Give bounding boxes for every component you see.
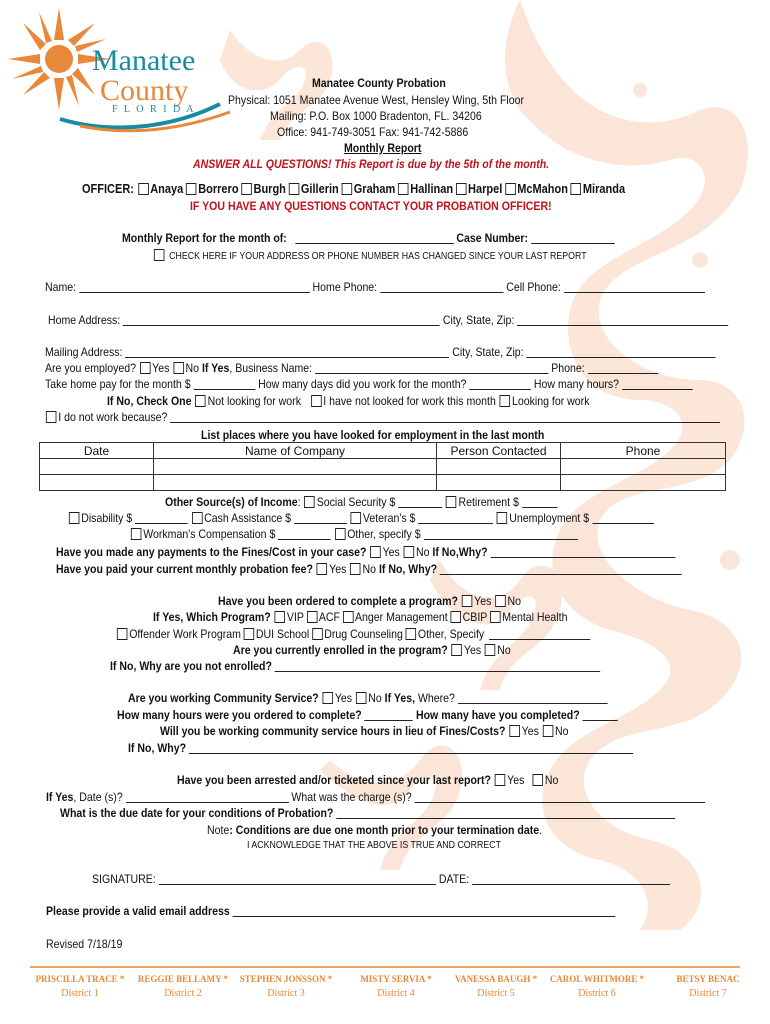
not-looking-checkbox[interactable] xyxy=(195,395,206,407)
community-no-checkbox[interactable] xyxy=(356,692,367,704)
program-mental-health-checkbox[interactable] xyxy=(490,611,501,623)
income-colon: : xyxy=(297,495,301,509)
table-header-date: Date xyxy=(40,443,154,459)
lieu-no-checkbox[interactable] xyxy=(543,725,554,737)
table-header-phone: Phone xyxy=(561,443,726,459)
address-change-row xyxy=(153,248,587,262)
table-row xyxy=(40,459,726,475)
arrest-date-row xyxy=(46,790,705,804)
program-other-specify-label: Other, Specify xyxy=(417,627,485,641)
name-row xyxy=(45,280,705,294)
home-address-label: Home Address: xyxy=(48,313,121,327)
footer-commissioner-2 xyxy=(133,974,233,999)
table-cell[interactable] xyxy=(40,459,154,475)
email-label: Please provide a valid email address xyxy=(46,904,230,918)
community-no-label: No xyxy=(368,691,382,705)
fee-if-no-label: If No, Why? xyxy=(378,562,438,576)
fee-row xyxy=(56,562,682,576)
report-title: Monthly Report xyxy=(344,141,422,155)
employed-row xyxy=(45,361,658,375)
not-enrolled-label: If No, Why are you not enrolled? xyxy=(110,659,272,673)
program-anger-management-label: Anger Management xyxy=(354,610,448,624)
community-yes-checkbox[interactable] xyxy=(323,692,334,704)
name-field[interactable] xyxy=(79,281,310,293)
hours-row xyxy=(117,708,618,722)
program-no-label: No xyxy=(507,594,522,608)
mailing-address-row xyxy=(45,345,716,359)
name-label: Name: xyxy=(45,280,77,294)
home-city-label: City, State, Zip: xyxy=(442,313,515,327)
employed-no-label: No xyxy=(185,361,200,375)
cell-phone-field[interactable] xyxy=(564,281,705,293)
commissioner-name: REGGIE BELLAMY * xyxy=(137,974,229,984)
fee-question: Have you paid your current monthly probation fee? xyxy=(56,562,314,576)
days-worked-field[interactable] xyxy=(469,378,531,390)
report-month-label: Monthly Report for the month of: xyxy=(122,231,287,245)
unemployment-label: Unemployment $ xyxy=(509,511,590,525)
program-no-checkbox[interactable] xyxy=(495,595,506,607)
program-dui-school-checkbox[interactable] xyxy=(244,628,255,640)
footer-commissioner-3 xyxy=(236,974,336,999)
employment-table xyxy=(39,442,726,491)
note-end: . xyxy=(539,823,543,837)
do-not-work-checkbox[interactable] xyxy=(46,411,57,423)
commissioner-district: District 4 xyxy=(377,988,415,999)
date-field[interactable] xyxy=(472,873,670,885)
hours-completed-label: How many have you completed? xyxy=(415,708,580,722)
table-cell[interactable] xyxy=(561,459,726,475)
table-cell[interactable] xyxy=(437,459,561,475)
looking-checkbox[interactable] xyxy=(500,395,511,407)
officer-checkbox-hallinan[interactable] xyxy=(398,183,409,195)
footer-divider xyxy=(30,966,740,968)
enrolled-row xyxy=(233,643,511,657)
home-address-field[interactable] xyxy=(123,314,440,326)
acknowledge: I ACKNOWLEDGE THAT THE ABOVE IS TRUE AND CORRECT xyxy=(247,840,501,851)
looking-label: Looking for work xyxy=(511,394,590,408)
officer-label-burgh: Burgh xyxy=(253,182,286,196)
hours-worked-label: How many hours? xyxy=(533,377,620,391)
due-date-row xyxy=(60,806,675,820)
officer-label-anaya: Anaya xyxy=(150,182,184,196)
fines-yes-label: Yes xyxy=(382,545,400,559)
lieu-question: Will you be working community service hours in lieu of Fines/Costs? xyxy=(160,724,506,738)
arrest-no-label: No xyxy=(544,773,559,787)
other-income-field[interactable] xyxy=(424,528,578,540)
logo-line1: Manatee xyxy=(92,44,196,77)
fines-why-field[interactable] xyxy=(490,546,675,558)
footer-commissioner-7 xyxy=(658,974,758,999)
employed-yes-checkbox[interactable] xyxy=(140,362,151,374)
fines-payment-row xyxy=(56,545,675,559)
fines-if-no-label: If No,Why? xyxy=(432,545,488,559)
enrolled-question: Are you currently enrolled in the program? xyxy=(233,643,448,657)
officer-label-mcmahon: McMahon xyxy=(517,182,568,196)
note-row xyxy=(207,823,542,837)
if-yes-label: If Yes xyxy=(201,361,230,375)
income-row3 xyxy=(130,527,578,541)
retirement-checkbox[interactable] xyxy=(446,496,457,508)
community-yes-label: Yes xyxy=(334,691,353,705)
not-looked-checkbox[interactable] xyxy=(311,395,322,407)
table-header-company: Name of Company xyxy=(154,443,437,459)
footer-commissioner-5 xyxy=(446,974,546,999)
hours-ordered-label: How many hours were you ordered to complete? xyxy=(117,708,362,722)
community-question: Are you working Community Service? xyxy=(128,691,319,705)
physical-address: Physical: 1051 Manatee Avenue West, Hensley Wing, 5th Floor xyxy=(228,93,525,107)
community-where-label: Where? xyxy=(415,691,455,705)
officer-label: OFFICER: xyxy=(82,182,134,196)
officer-checkbox-graham[interactable] xyxy=(341,183,352,195)
program-vip-checkbox[interactable] xyxy=(275,611,286,623)
community-where-field[interactable] xyxy=(458,692,608,704)
commissioner-district: District 3 xyxy=(267,988,305,999)
org-name: Manatee County Probation xyxy=(312,76,446,90)
program-which-label: If Yes, Which Program? xyxy=(153,610,271,624)
footer-commissioner-4 xyxy=(346,974,446,999)
other-income-checkbox[interactable] xyxy=(335,528,346,540)
arrest-question: Have you been arrested and/or ticketed since your last report? xyxy=(177,773,491,787)
not-enrolled-field[interactable] xyxy=(275,660,601,672)
program-vip-label: VIP xyxy=(286,610,304,624)
officer-checkbox-borrero[interactable] xyxy=(186,183,197,195)
program-drug-counseling-label: Drug Counseling xyxy=(324,627,403,641)
officer-label-harpel: Harpel xyxy=(468,182,503,196)
case-number-field[interactable] xyxy=(531,232,615,244)
cash-assistance-field[interactable] xyxy=(294,512,347,524)
lieu-yes-label: Yes xyxy=(521,724,539,738)
home-city-field[interactable] xyxy=(517,314,728,326)
take-home-field[interactable] xyxy=(194,378,256,390)
lieu-yes-checkbox[interactable] xyxy=(509,725,520,737)
officer-checkbox-miranda[interactable] xyxy=(571,183,582,195)
commissioner-district: District 6 xyxy=(578,988,616,999)
arrest-yes-label: Yes xyxy=(507,773,525,787)
arrest-if-yes-label: If Yes xyxy=(46,790,74,804)
address-change-checkbox[interactable] xyxy=(154,249,165,261)
not-looking-label: Not looking for work xyxy=(207,394,301,408)
fines-payment-question: Have you made any payments to the Fines/Cost in your case? xyxy=(56,545,367,559)
arrest-no-checkbox[interactable] xyxy=(533,774,544,786)
unemployment-field[interactable] xyxy=(592,512,654,524)
logo-line3: F L O R I D A xyxy=(112,104,196,115)
program-drug-counseling-checkbox[interactable] xyxy=(312,628,323,640)
fee-why-field[interactable] xyxy=(440,563,682,575)
fines-no-checkbox[interactable] xyxy=(404,546,415,558)
commissioner-name: CAROL WHITMORE * xyxy=(549,974,645,984)
arrest-date-field[interactable] xyxy=(126,791,289,803)
lieu-why-label: If No, Why? xyxy=(128,741,187,755)
take-home-label: Take home pay for the month $ xyxy=(45,377,191,391)
business-phone-field[interactable] xyxy=(588,362,658,374)
mailing-city-field[interactable] xyxy=(527,346,716,358)
social-security-checkbox[interactable] xyxy=(304,496,315,508)
program-ordered-row xyxy=(218,594,521,608)
disability-field[interactable] xyxy=(135,512,188,524)
do-not-work-row xyxy=(45,410,720,424)
if-no-check-one-label: If No, Check One xyxy=(107,394,192,408)
note-text: : Conditions are due one month prior to your termination date xyxy=(229,823,540,837)
income-row2 xyxy=(68,511,654,525)
program-cbip-checkbox[interactable] xyxy=(450,611,461,623)
employed-yes-label: Yes xyxy=(152,361,170,375)
program-acf-checkbox[interactable] xyxy=(307,611,318,623)
officer-row xyxy=(82,182,627,196)
officer-checkbox-burgh[interactable] xyxy=(241,183,252,195)
program-yes-checkbox[interactable] xyxy=(462,595,473,607)
do-not-work-label: I do not work because? xyxy=(58,410,168,424)
table-cell[interactable] xyxy=(561,475,726,491)
answer-all-notice: ANSWER ALL QUESTIONS! This Report is due by the 5th of the month. xyxy=(193,157,550,171)
report-month-field[interactable] xyxy=(295,232,453,244)
arrest-row xyxy=(177,773,558,787)
case-number-label: Case Number: xyxy=(456,231,528,245)
veterans-checkbox[interactable] xyxy=(351,512,362,524)
mailing-address-field[interactable] xyxy=(125,346,449,358)
officer-label-gillerin: Gillerin xyxy=(300,182,339,196)
unemployment-checkbox[interactable] xyxy=(497,512,508,524)
veterans-field[interactable] xyxy=(418,512,493,524)
program-other-field[interactable] xyxy=(489,628,590,640)
veterans-label: Veteran's $ xyxy=(362,511,416,525)
footer-commissioner-6 xyxy=(547,974,647,999)
commissioner-district: District 5 xyxy=(477,988,515,999)
officer-checkbox-harpel[interactable] xyxy=(456,183,467,195)
email-row xyxy=(46,904,615,918)
officer-label-borrero: Borrero xyxy=(198,182,239,196)
employed-label: Are you employed? xyxy=(45,361,136,375)
not-enrolled-row xyxy=(110,659,600,673)
revised-date: Revised 7/18/19 xyxy=(46,937,123,951)
hours-worked-field[interactable] xyxy=(622,378,692,390)
employed-no-checkbox[interactable] xyxy=(173,362,184,374)
workmans-label: Workman's Compensation $ xyxy=(143,527,276,541)
commissioner-name: BETSY BENAC xyxy=(676,974,740,984)
officer-label-hallinan: Hallinan xyxy=(410,182,454,196)
arrest-charge-field[interactable] xyxy=(415,791,705,803)
contact-notice: IF YOU HAVE ANY QUESTIONS CONTACT YOUR PROBATION OFFICER! xyxy=(190,199,552,213)
commissioner-name: STEPHEN JONSSON * xyxy=(239,974,333,984)
table-row xyxy=(40,475,726,491)
cash-assistance-label: Cash Assistance $ xyxy=(204,511,292,525)
mailing-city-label: City, State, Zip: xyxy=(452,345,524,359)
disability-label: Disability $ xyxy=(81,511,133,525)
other-income-label: Other, specify $ xyxy=(347,527,421,541)
program-other-specify-checkbox[interactable] xyxy=(406,628,417,640)
fee-yes-checkbox[interactable] xyxy=(317,563,328,575)
fines-yes-checkbox[interactable] xyxy=(370,546,381,558)
community-row xyxy=(128,691,607,705)
date-label: DATE: xyxy=(438,872,470,886)
mailing-address-label: Mailing Address: xyxy=(45,345,123,359)
fines-no-label: No xyxy=(415,545,430,559)
office-phones: Office: 941-749-3051 Fax: 941-742-5886 xyxy=(277,125,469,139)
officer-checkbox-anaya[interactable] xyxy=(138,183,149,195)
program-acf-label: ACF xyxy=(318,610,340,624)
signature-field[interactable] xyxy=(159,873,436,885)
commissioner-name: VANESSA BAUGH * xyxy=(454,974,538,984)
fee-no-label: No xyxy=(362,562,377,576)
lieu-no-label: No xyxy=(555,724,569,738)
note-label: Note xyxy=(207,823,230,837)
commissioner-district: District 2 xyxy=(164,988,202,999)
business-name-field[interactable] xyxy=(315,362,548,374)
retirement-field[interactable] xyxy=(522,496,557,508)
if-no-row xyxy=(107,394,589,408)
table-cell[interactable] xyxy=(154,459,437,475)
program-dui-school-label: DUI School xyxy=(255,627,310,641)
lieu-why-field[interactable] xyxy=(189,742,633,754)
workmans-checkbox[interactable] xyxy=(131,528,142,540)
program-mental-health-label: Mental Health xyxy=(502,610,568,624)
lieu-why-row xyxy=(128,741,633,755)
commissioner-district: District 1 xyxy=(61,988,99,999)
business-phone-label: Phone: xyxy=(551,361,585,375)
officer-checkbox-gillerin[interactable] xyxy=(289,183,300,195)
do-not-work-field[interactable] xyxy=(170,411,720,423)
program-offender-work-program-checkbox[interactable] xyxy=(117,628,128,640)
officer-label-miranda: Miranda xyxy=(582,182,626,196)
program-which-row xyxy=(153,610,569,624)
disability-checkbox[interactable] xyxy=(69,512,80,524)
enrolled-yes-checkbox[interactable] xyxy=(452,644,463,656)
social-security-field[interactable] xyxy=(398,496,442,508)
home-phone-label: Home Phone: xyxy=(312,280,378,294)
mailing-address: Mailing: P.O. Box 1000 Bradenton, FL. 34206 xyxy=(270,109,482,123)
due-date-field[interactable] xyxy=(336,807,675,819)
footer-commissioner-1 xyxy=(30,974,130,999)
county-logo xyxy=(0,4,230,134)
program-cbip-label: CBIP xyxy=(462,610,488,624)
program-ordered-question: Have you been ordered to complete a program? xyxy=(218,594,459,608)
income-label: Other Source(s) of Income xyxy=(165,495,298,509)
home-phone-field[interactable] xyxy=(380,281,503,293)
report-month-row xyxy=(122,231,615,245)
commissioner-district: District 7 xyxy=(689,988,727,999)
social-security-label: Social Security $ xyxy=(316,495,396,509)
officer-label-graham: Graham xyxy=(353,182,396,196)
signature-label: SIGNATURE: xyxy=(92,872,156,886)
program-offender-work-program-label: Offender Work Program xyxy=(129,627,241,641)
arrest-date-label: , Date (s)? xyxy=(73,790,123,804)
commissioner-name: MISTY SERVIA * xyxy=(360,974,432,984)
days-worked-label: How many days did you work for the month? xyxy=(258,377,467,391)
employment-table-title: List places where you have looked for employment in the last month xyxy=(201,428,545,442)
cash-assistance-checkbox[interactable] xyxy=(192,512,203,524)
fee-no-checkbox[interactable] xyxy=(350,563,361,575)
enrolled-yes-label: Yes xyxy=(463,643,482,657)
table-header-contact: Person Contacted xyxy=(437,443,561,459)
arrest-yes-checkbox[interactable] xyxy=(495,774,506,786)
email-field[interactable] xyxy=(233,905,616,917)
commissioner-name: PRISCILLA TRACE * xyxy=(35,974,125,984)
income-row1 xyxy=(165,495,557,509)
community-if-yes: If Yes, xyxy=(384,691,416,705)
officer-checkbox-mcmahon[interactable] xyxy=(505,183,516,195)
program-which-row2 xyxy=(116,627,590,641)
arrest-charge-label: What was the charge (s)? xyxy=(291,790,412,804)
table-cell[interactable] xyxy=(154,475,437,491)
enrolled-no-label: No xyxy=(497,643,511,657)
table-cell[interactable] xyxy=(437,475,561,491)
lieu-row xyxy=(160,724,569,738)
not-looked-label: I have not looked for work this month xyxy=(323,394,496,408)
business-name-label: , Business Name: xyxy=(229,361,313,375)
hours-completed-field[interactable] xyxy=(583,709,618,721)
retirement-label: Retirement $ xyxy=(458,495,519,509)
hours-ordered-field[interactable] xyxy=(365,709,413,721)
program-anger-management-checkbox[interactable] xyxy=(343,611,354,623)
enrolled-no-checkbox[interactable] xyxy=(485,644,496,656)
cell-phone-label: Cell Phone: xyxy=(506,280,561,294)
due-date-question: What is the due date for your conditions of Probation? xyxy=(60,806,334,820)
signature-row xyxy=(92,872,670,886)
take-home-row xyxy=(45,377,692,391)
table-cell[interactable] xyxy=(40,475,154,491)
fee-yes-label: Yes xyxy=(329,562,347,576)
home-address-row xyxy=(48,313,728,327)
address-change-label: CHECK HERE IF YOUR ADDRESS OR PHONE NUMBER HAS CHANGED SINCE YOUR LAST REPORT xyxy=(169,251,587,262)
workmans-field[interactable] xyxy=(278,528,331,540)
logo-line2: County xyxy=(100,74,189,107)
program-yes-label: Yes xyxy=(474,594,492,608)
table-header-row xyxy=(40,443,726,459)
